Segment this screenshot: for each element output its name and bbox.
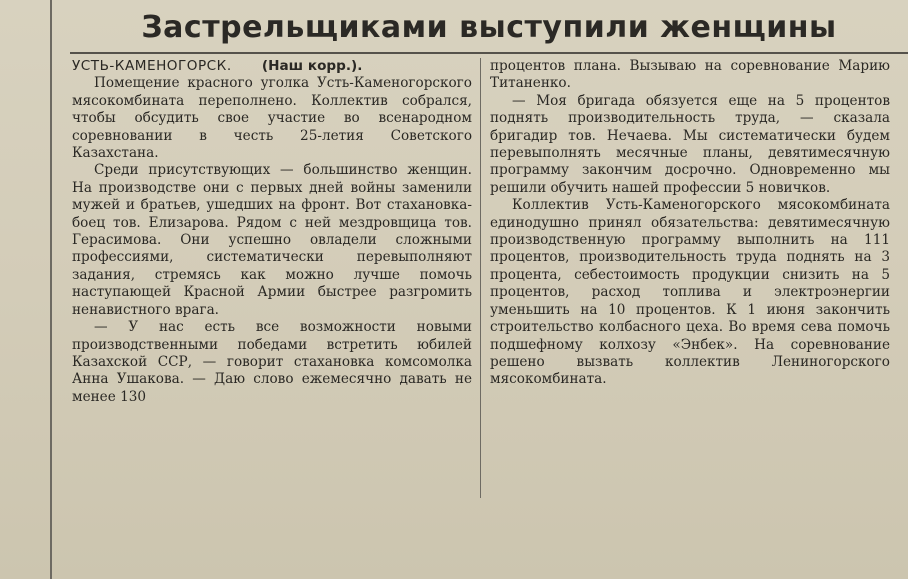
dateline: УСТЬ-КАМЕНОГОРСК. bbox=[72, 58, 232, 74]
paragraph: — Моя бригада обязуется еще на 5 процентов поднять производительность труда, — сказала бригадир тов. Нечаева. Мы систематически будем перевыполнять месячные планы, девятимесячную программу закончим досрочно. Одновременно мы решили обучить нашей профессии 5 новичков. bbox=[490, 92, 890, 196]
article-headline: Застрельщиками выступили женщины bbox=[141, 10, 837, 45]
lead-line bbox=[72, 58, 472, 75]
paragraph: процентов плана. Вызываю на соревнование Марию Титаненко. bbox=[490, 58, 890, 92]
article-column-right bbox=[490, 58, 890, 389]
paragraph: Помещение красного уголка Усть-Каменогорского мясокомбината переполнено. Коллектив собрался, чтобы обсудить свое участие во всенародном соревновании в честь 25-летия Советского Казахстана. bbox=[72, 75, 472, 162]
column-separator bbox=[480, 58, 481, 498]
page-margin-rule bbox=[50, 0, 52, 579]
paragraph: — У нас есть все возможности новыми производственными победами встретить юбилей Казахской ССР, — говорит стахановка комсомолка Анна Ушакова. — Даю слово ежемесячно давать не менее 130 bbox=[72, 319, 472, 405]
paragraph: Среди присутствующих — большинство женщин. На производстве они с первых дней войны заменили мужей и братьев, ушедших на фронт. Вот стахановка-боец тов. Елизарова. Рядом с ней мездровщица тов. Герасимова. Они успешно овладели сложными профессиями, систематически перевыполняют задания, стремясь как можно лучше помочь наступающей Красной Армии быстрее разгромить ненавистного врага. bbox=[72, 162, 472, 318]
article-column-left bbox=[72, 58, 472, 406]
paragraph: Коллектив Усть-Каменогорского мясокомбината единодушно принял обязательства: девятимесячную производственную программу выполнить на 111 процентов, производительность труда поднять на 3 процента, себестоимость продукции снизить на 5 процентов, расход топлива и электроэнергии уменьшить на 10 процентов. К 1 июня закончить строительство колбасного цеха. Во время сева помочь подшефному колхозу «Энбек». На соревнование решено вызвать коллектив Лениногорского мясокомбината. bbox=[490, 197, 890, 388]
headline-rule bbox=[70, 52, 908, 54]
byline: (Наш корр.). bbox=[261, 58, 363, 74]
